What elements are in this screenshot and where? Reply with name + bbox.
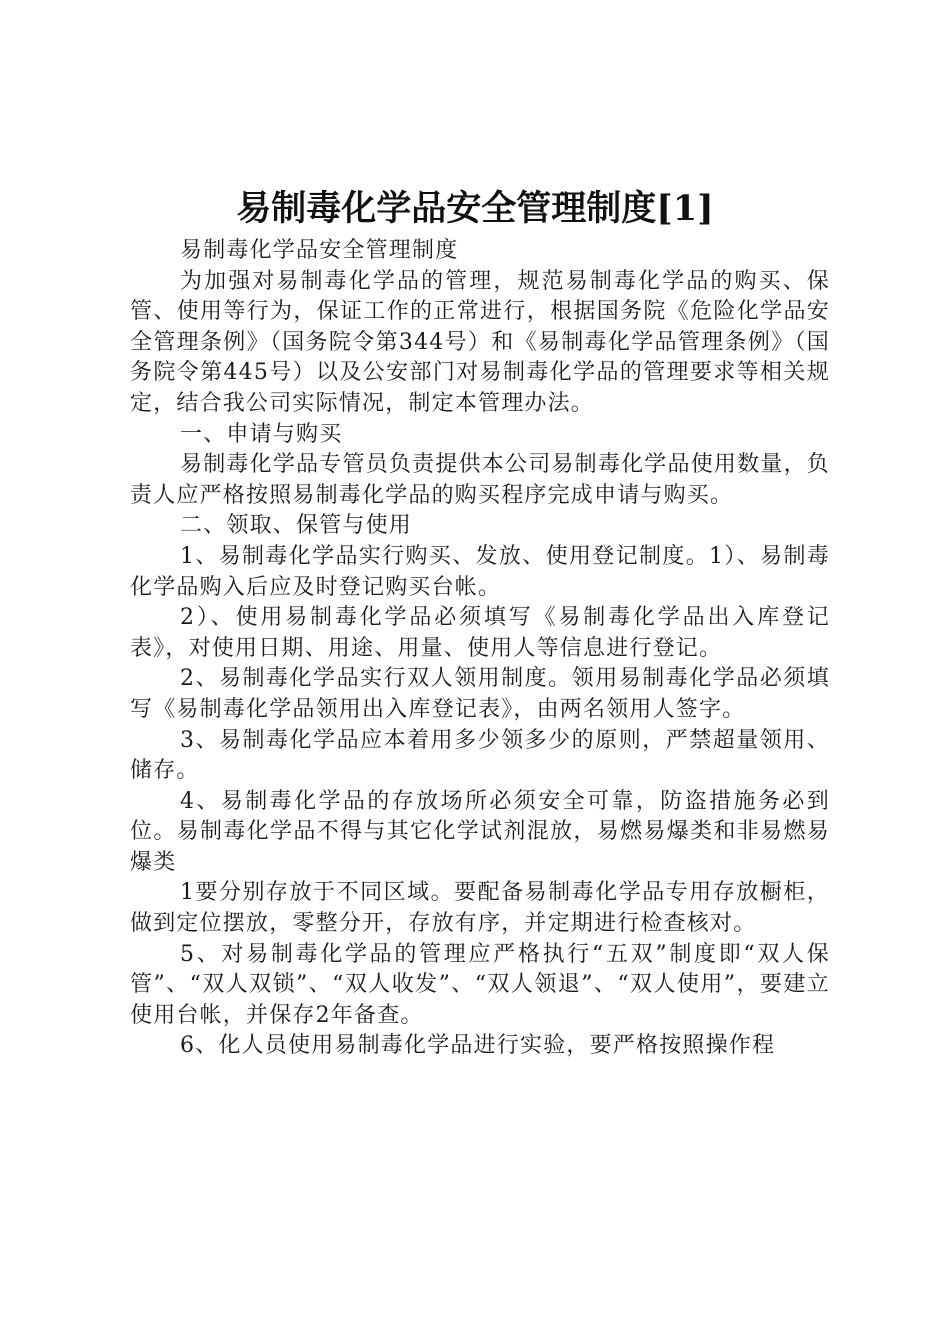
- section-heading-usage: 二、领取、保管与使用: [180, 513, 413, 539]
- paragraph-intro: 为加强对易制毒化学品的管理，规范易制毒化学品的购买、保管、使用等行为，保证工作的正常进行，根据国务院《危险化学品安全管理条例》（国务院令第344号）和《易制毒化学品管理条例》（国务院令第445号）以及公安部门对易制毒化学品的管理要求等相关规定，结合我公司实际情况，制定本管理办法。: [130, 268, 830, 416]
- paragraph-item-1: 1、易制毒化学品实行购买、发放、使用登记制度。1）、易制毒化学品购入后应及时登记购买台帐。: [130, 543, 830, 600]
- paragraph-item-4: 4、易制毒化学品的存放场所必须安全可靠，防盗措施务必到位。易制毒化学品不得与其它化学试剂混放，易燃易爆类和非易燃易爆类: [130, 788, 830, 875]
- paragraph-item-2: 2、易制毒化学品实行双人领用制度。领用易制毒化学品必须填写《易制毒化学品领用出入库登记表》，由两名领用人签字。: [130, 666, 830, 722]
- document-title: 易制毒化学品安全管理制度[1]: [236, 188, 714, 229]
- paragraph-item-6: 6、化人员使用易制毒化学品进行实验，要严格按照操作程: [180, 1033, 776, 1059]
- paragraph-application: 易制毒化学品专管员负责提供本公司易制毒化学品使用数量，负责人应严格按照易制毒化学品的购买程序完成申请与购买。: [130, 452, 830, 508]
- document-body: [130, 236, 830, 1062]
- paragraph-item-1-2: 2）、使用易制毒化学品必须填写《易制毒化学品出入库登记表》，对使用日期、用途、用量、使用人等信息进行登记。: [130, 605, 830, 661]
- paragraph-item-5: 5、对易制毒化学品的管理应严格执行“五双”制度即“双人保管”、“双人双锁”、“双人收发”、“双人领退”、“双人使用”，要建立使用台帐，并保存2年备查。: [130, 941, 830, 1028]
- paragraph-subtitle: 易制毒化学品安全管理制度: [180, 238, 459, 263]
- paragraph-item-4-cont: 1要分别存放于不同区域。要配备易制毒化学品专用存放橱柜，做到定位摆放，零整分开，存放有序，并定期进行检查核对。: [130, 880, 830, 937]
- paragraph-item-3: 3、易制毒化学品应本着用多少领多少的原则，严禁超量领用、储存。: [130, 727, 830, 784]
- section-heading-application: 一、申请与购买: [180, 421, 343, 447]
